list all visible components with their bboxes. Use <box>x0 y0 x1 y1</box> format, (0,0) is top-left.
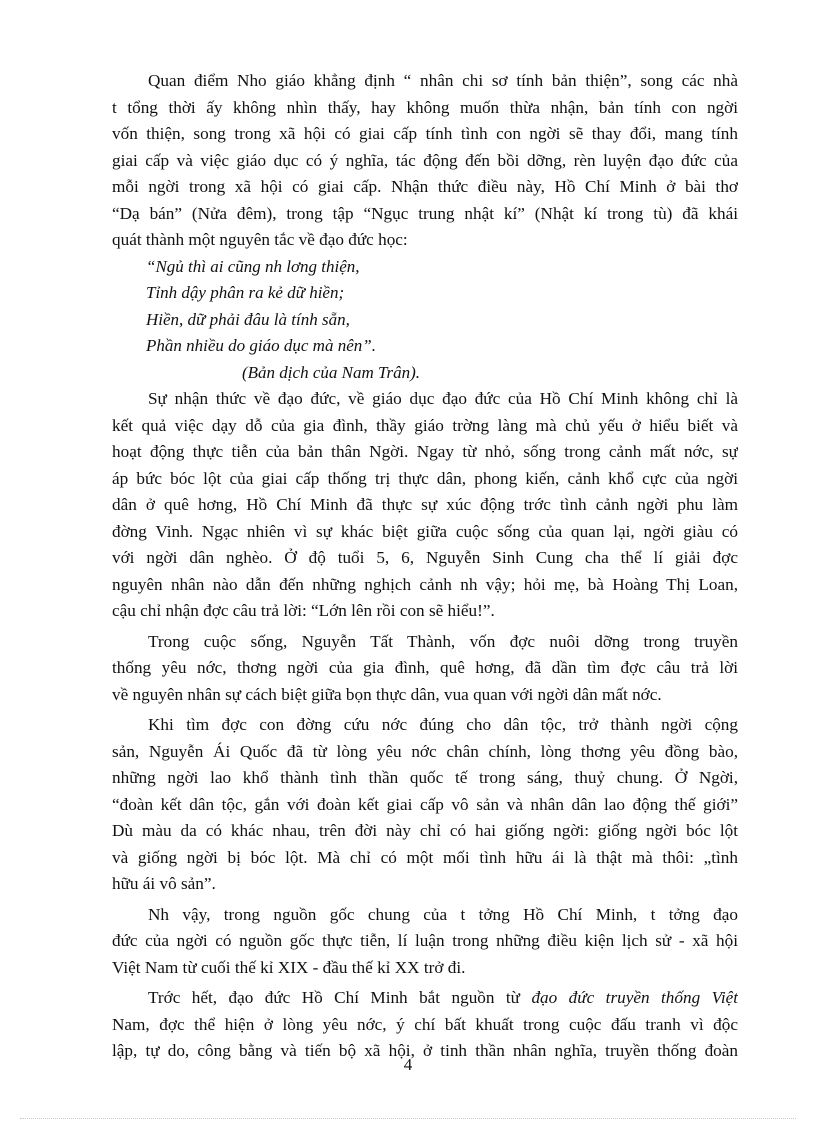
poem-line: “Ngủ thì ai cũng nh lơng thiện, <box>146 256 360 276</box>
text-line: những ngời lao khổ thành tình thần quốc tế trong sáng, thuỷ chung. Ở Ngời, <box>112 768 738 787</box>
text-line: kết quả việc dạy dỗ của gia đình, thầy giáo trờng làng mà chủ yếu ở hiểu biết và <box>112 415 738 435</box>
text-line <box>112 985 738 1012</box>
text-line: giai cấp và việc giáo dục có ý nghĩa, tác động đến bồi dỡng, rèn luyện đạo đức của <box>112 150 738 170</box>
text-line: Dù màu da có khác nhau, trên đời này chỉ có hai giống ngời: giống ngời bóc lột <box>112 821 738 840</box>
paragraph-2 <box>112 386 738 625</box>
poem-line: Phần nhiều do giáo dục mà nên”. <box>146 336 376 355</box>
poem-credit: (Bản dịch của Nam Trân). <box>242 362 421 382</box>
text-line: nguyên nhân nào dẫn đến những nghịch cảnh nh vậy; hỏi mẹ, bà Hoàng Thị Loan, <box>112 574 738 594</box>
text-line: và giống ngời bị bóc lột. Mà chỉ có một mối tình hữu ái là thật mà thôi: „tình <box>112 847 738 867</box>
text-line: đờng Vinh. Ngạc nhiên vì sự khác biệt giữa cuộc sống của quan lại, ngời giàu có <box>112 521 738 541</box>
page-number: 4 <box>403 1055 413 1074</box>
text-line: Khi tìm đợc con đờng cứu nớc đúng cho dân tộc, trở thành ngời cộng <box>148 715 738 734</box>
poem-line: Hiền, dữ phải đâu là tính sẵn, <box>146 309 350 329</box>
text-line: Việt Nam từ cuối thế kỉ XIX - đầu thế kỉ XX trở đi. <box>112 957 466 977</box>
poem-block <box>112 254 738 387</box>
text-line: quát thành một nguyên tắc về đạo đức học: <box>112 230 408 249</box>
text-line: lập, tự do, công bằng và tiến bộ xã hội, ở tinh thần nhân nghĩa, truyền thống đoàn <box>112 1041 738 1060</box>
text-line: thống yêu nớc, thơng ngời của gia đình, quê hơng, đã dần tìm đợc câu trả lời <box>112 658 738 677</box>
paragraph-5 <box>112 902 738 982</box>
page-divider <box>20 1118 796 1119</box>
page-body <box>112 68 738 1065</box>
text-line: cậu chỉ nhận đợc câu trả lời: “Lớn lên rồi con sẽ hiểu!”. <box>112 601 495 620</box>
poem-line: Tỉnh dậy phân ra kẻ dữ hiền; <box>146 283 345 302</box>
text-line: vốn thiện, song trong xã hội có giai cấp tính tình con ngời sẽ thay đổi, mang tính <box>112 124 738 143</box>
paragraph-4 <box>112 712 738 898</box>
paragraph-6 <box>112 985 738 1065</box>
text-line: đức của ngời có nguồn gốc thực tiễn, lí luận trong những điều kiện lịch sử - xã hội <box>112 931 738 950</box>
text-line: “đoàn kết dân tộc, gắn với đoàn kết giai cấp vô sản và nhân dân lao động thế giới” <box>112 794 738 814</box>
italic-phrase: đạo đức truyền thống Việt <box>531 988 738 1007</box>
text-line: hữu ái vô sản”. <box>112 874 216 893</box>
text-line: Nam, đợc thể hiện ở lòng yêu nớc, ý chí bất khuất trong cuộc đấu tranh vì độc <box>112 1014 738 1034</box>
text-line: t tổng thời ấy không nhìn thấy, hay không muốn thừa nhận, bản tính con ngời <box>112 97 738 117</box>
text-line: dân ở quê hơng, Hồ Chí Minh đã thực sự xúc động trớc tình cảnh ngời phu làm <box>112 495 738 514</box>
text-line: mỗi ngời trong xã hội có giai cấp. Nhận thức điều này, Hồ Chí Minh ở bài thơ <box>112 177 738 196</box>
text-line: “Dạ bán” (Nửa đêm), trong tập “Ngục trung nhật kí” (Nhật kí trong tù) đã khái <box>112 203 738 223</box>
text-line: Trong cuộc sống, Nguyễn Tất Thành, vốn đợc nuôi dỡng trong truyền <box>148 631 738 651</box>
text-line: với ngời dân nghèo. Ở độ tuổi 5, 6, Nguyễn Sinh Cung cha thể lí giải đợc <box>112 548 738 567</box>
text-line: áp bức bóc lột của giai cấp thống trị thực dân, phong kiến, cảnh khổ cực của ngời <box>112 468 738 488</box>
text-line: hoạt động thực tiễn của bản thân Ngời. Ngay từ nhỏ, sống trong cảnh mất nớc, sự <box>112 442 738 461</box>
text-line: sản, Nguyễn Ái Quốc đã từ lòng yêu nớc chân chính, lòng thơng yêu đồng bào, <box>112 741 738 761</box>
text-line: Nh vậy, trong nguồn gốc chung của t tởng Hồ Chí Minh, t tởng đạo <box>148 904 738 924</box>
text-line: Sự nhận thức về đạo đức, về giáo dục đạo đức của Hồ Chí Minh không chỉ là <box>148 389 738 408</box>
paragraph-1 <box>112 68 738 254</box>
paragraph-3 <box>112 629 738 709</box>
text-run: Trớc hết, đạo đức Hồ Chí Minh bắt nguồn từ <box>148 988 532 1007</box>
text-line: Quan điểm Nho giáo khẳng định “ nhân chi sơ tính bản thiện”, song các nhà <box>148 71 738 90</box>
text-line: về nguyên nhân sự cách biệt giữa bọn thực dân, vua quan với ngời dân mất nớc. <box>112 684 662 704</box>
